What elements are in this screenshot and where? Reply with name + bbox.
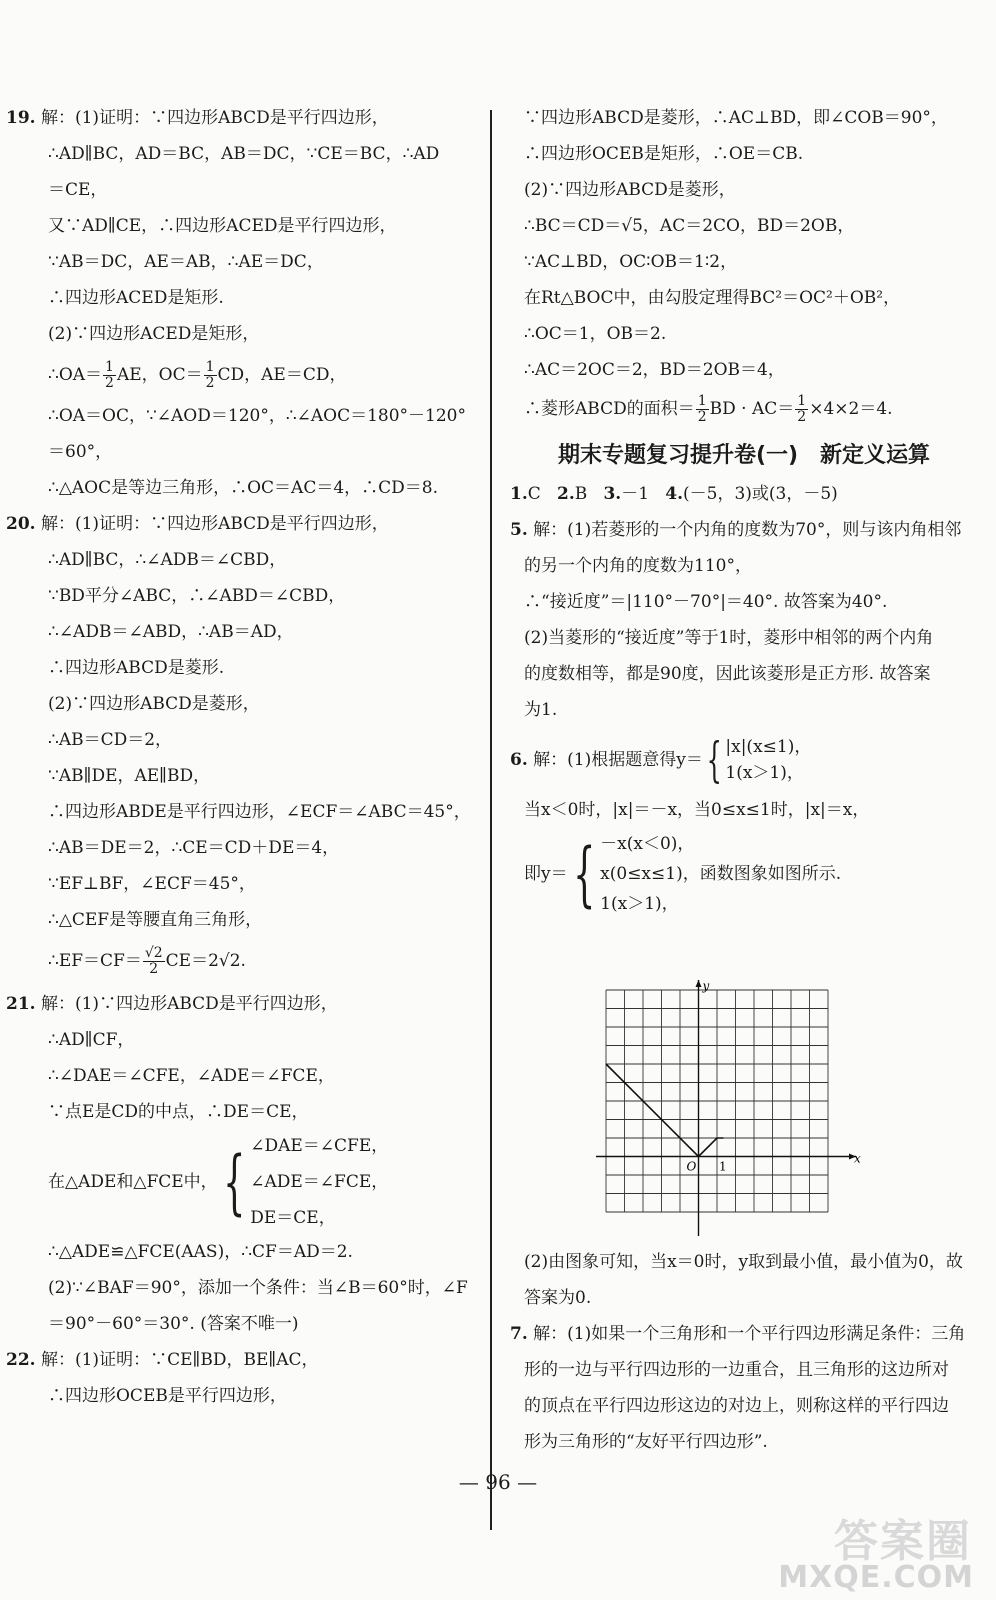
answers-line: 1.C 2.B 3.－1 4.(－5，3)或(3，－5) bbox=[510, 484, 838, 504]
function-curve bbox=[606, 1064, 723, 1157]
right-column bbox=[510, 98, 978, 920]
q19-line-5: ∵AB＝DC，AE＝AB，∴AE＝DC， bbox=[48, 252, 324, 272]
q22-cont-line-6: 在Rt△BOC中，由勾股定理得BC²＝OC²＋OB²， bbox=[524, 288, 901, 308]
y-axis-label: y bbox=[702, 979, 710, 993]
page-number: — 96 — bbox=[458, 1470, 538, 1494]
q5-line-6: 为1. bbox=[524, 700, 558, 720]
q20-line-3: ∵BD平分∠ABC，∴∠ABD＝∠CBD， bbox=[48, 586, 346, 606]
q19-line-2: ∴AD∥BC，AD＝BC，AB＝DC，∵CE＝BC，∴AD bbox=[48, 144, 440, 164]
q21-line-6: ∴△ADE≌△FCE(AAS)，∴CF＝AD＝2. bbox=[48, 1242, 353, 1262]
q22-cont-line-3: (2)∵四边形ABCD是菱形， bbox=[524, 180, 736, 200]
q7-line-2: 形的一边与平行四边形的一边重合，且三角形的这边所对 bbox=[524, 1360, 949, 1380]
q19-line-3: ＝CE， bbox=[48, 180, 108, 200]
q22-cont-line-5: ∵AC⊥BD，OC∶OB＝1∶2， bbox=[524, 252, 738, 272]
origin-label: O bbox=[686, 1159, 697, 1174]
q22-cont-line-1: ∵四边形ABCD是菱形，∴AC⊥BD，即∠COB＝90°， bbox=[524, 108, 948, 128]
fraction-half: $\frac{1}{2}$ bbox=[697, 393, 707, 425]
q6-line-1: 6. 解：(1)根据题意得y＝ { |x|(x≤1)， 1(x＞1)， bbox=[510, 732, 812, 788]
graph-grid bbox=[606, 990, 828, 1212]
left-brace: { bbox=[572, 833, 596, 915]
q22-cont-line-2: ∴四边形OCEB是矩形，∴OE＝CB. bbox=[524, 144, 804, 164]
q7-line-1: 7. 解：(1)如果一个三角形和一个平行四边形满足条件：三角 bbox=[510, 1324, 966, 1344]
case-list: ∠DAE＝∠CFE， ∠ADE＝∠FCE， DE＝CE， bbox=[250, 1136, 389, 1228]
q20-line-10: ∴AB＝DE＝2，∴CE＝CD＋DE＝4， bbox=[48, 838, 340, 858]
function-graph bbox=[594, 978, 874, 1238]
q20-line-1: 20. 解：(1)证明：∵四边形ABCD是平行四边形， bbox=[6, 514, 389, 534]
q6-line-5: 答案为0. bbox=[524, 1288, 592, 1308]
graph-axes bbox=[596, 980, 856, 1236]
q22-cont-line-8: ∴AC＝2OC＝2，BD＝2OB＝4， bbox=[524, 360, 785, 380]
watermark-url: MXQE.COM bbox=[778, 1560, 974, 1595]
q6-piecewise: 即y＝ { －x(x＜0)， x(0≤x≤1)，函数图象如图所示. 1(x＞1)， bbox=[510, 828, 978, 920]
q20-line-6: (2)∵四边形ABCD是菱形， bbox=[48, 694, 260, 714]
fraction-half: $\frac{1}{2}$ bbox=[205, 359, 215, 391]
q19-line-7: (2)∵四边形ACED是矩形， bbox=[48, 324, 260, 344]
q19-line-4: 又∵AD∥CE，∴四边形ACED是平行四边形， bbox=[48, 216, 397, 236]
q20-line-11: ∵EF⊥BF，∠ECF＝45°， bbox=[48, 874, 256, 894]
q7-line-4: 形为三角形的“友好平行四边形”. bbox=[524, 1432, 768, 1452]
q22-cont-line-9: ∴菱形ABCD的面积＝ $\frac{1}{2}$ BD · AC＝ $\frac{1}{2}$ ×4×2＝4. bbox=[524, 393, 893, 425]
q6-line-4: (2)由图象可知，当x＝0时，y取到最小值，最小值为0，故 bbox=[524, 1252, 963, 1272]
q20-line-5: ∴四边形ABCD是菱形. bbox=[48, 658, 225, 678]
q21-line-4: ∵点E是CD的中点，∴DE＝CE， bbox=[48, 1102, 309, 1122]
fraction-half: $\frac{1}{2}$ bbox=[797, 393, 807, 425]
q19-line-11: ∴△AOC是等边三角形，∴OC＝AC＝4，∴CD＝8. bbox=[48, 478, 439, 498]
q20-line-2: ∴AD∥BC，∴∠ADB＝∠CBD， bbox=[48, 550, 287, 570]
left-brace: { bbox=[706, 732, 722, 788]
fraction-sqrt2-over-2: $\frac{√2}{2}$ bbox=[144, 945, 163, 977]
left-brace: { bbox=[222, 1141, 246, 1223]
q21-case-system: 在△ADE和△FCE中， { ∠DAE＝∠CFE， ∠ADE＝∠FCE， DE＝CE， bbox=[6, 1128, 476, 1236]
q21-line-3: ∴∠DAE＝∠CFE，∠ADE＝∠FCE， bbox=[48, 1066, 335, 1086]
left-column bbox=[6, 98, 476, 1406]
watermark-logo-text: 答案圈 bbox=[834, 1516, 972, 1567]
q20-line-7: ∴AB＝CD＝2， bbox=[48, 730, 173, 750]
q6-line-2: 当x＜0时，|x|＝－x，当0≤x≤1时，|x|＝x， bbox=[524, 800, 870, 820]
q5-line-2: 的另一个内角的度数为110°， bbox=[524, 556, 752, 576]
q20-line-13: ∴EF＝CF＝ $\frac{√2}{2}$ CE＝2√2. bbox=[48, 945, 246, 977]
fraction-half: $\frac{1}{2}$ bbox=[105, 359, 114, 391]
q22-line-2: ∴四边形OCEB是平行四边形， bbox=[48, 1386, 287, 1406]
q21-line-8: ＝90°－60°＝30°. (答案不唯一) bbox=[48, 1314, 299, 1334]
q21-line-2: ∴AD∥CF， bbox=[48, 1030, 135, 1050]
y-axis-arrow bbox=[696, 980, 702, 987]
q5-line-4: (2)当菱形的“接近度”等于1时，菱形中相邻的两个内角 bbox=[524, 628, 934, 648]
q21-line-1: 21. 解：(1)∵四边形ABCD是平行四边形， bbox=[6, 994, 338, 1014]
q7-line-3: 的顶点在平行四边形这边的对边上，则称这样的平行四边 bbox=[524, 1396, 949, 1416]
q20-line-9: ∴四边形ABDE是平行四边形，∠ECF＝∠ABC＝45°， bbox=[48, 802, 471, 822]
q20-line-4: ∴∠ADB＝∠ABD，∴AB＝AD， bbox=[48, 622, 294, 642]
right-column-lower bbox=[510, 1252, 978, 1452]
q22-line-1: 22. 解：(1)证明：∵CE∥BD，BE∥AC， bbox=[6, 1350, 319, 1370]
q19-line-10: ＝60°， bbox=[48, 442, 113, 462]
q19-line-9: ∴OA＝OC，∵∠AOD＝120°，∴∠AOC＝180°－120° bbox=[48, 406, 467, 426]
case-list: |x|(x≤1)， 1(x＞1)， bbox=[725, 737, 812, 783]
case-list: －x(x＜0)， x(0≤x≤1)，函数图象如图所示. 1(x＞1)， bbox=[600, 834, 842, 914]
q20-line-8: ∵AB∥DE，AE∥BD， bbox=[48, 766, 211, 786]
q5-line-5: 的度数相等，都是90度，因此该菱形是正方形. 故答案 bbox=[524, 664, 931, 684]
q19-line-6: ∴四边形ACED是矩形. bbox=[48, 288, 224, 308]
q22-cont-line-7: ∴OC＝1，OB＝2. bbox=[524, 324, 667, 344]
q22-cont-line-4: ∴BC＝CD＝√5，AC＝2CO，BD＝2OB， bbox=[524, 216, 855, 236]
q5-line-1: 5. 解：(1)若菱形的一个内角的度数为70°，则与该内角相邻 bbox=[510, 520, 962, 540]
tick-label-1: 1 bbox=[719, 1159, 727, 1174]
q5-line-3: ∴“接近度”＝|110°－70°|＝40°. 故答案为40°. bbox=[524, 592, 888, 612]
q21-line-7: (2)∵∠BAF＝90°，添加一个条件：当∠B＝60°时，∠F bbox=[48, 1278, 468, 1298]
x-axis-label: x bbox=[854, 1151, 861, 1166]
section-heading: 期末专题复习提升卷(一) 新定义运算 bbox=[557, 443, 931, 468]
q19-line-1: 19. 解：(1)证明：∵四边形ABCD是平行四边形， bbox=[6, 108, 389, 128]
q20-line-12: ∴△CEF是等腰直角三角形， bbox=[48, 910, 263, 930]
q19-line-8: ∴OA＝ $\frac{1}{2}$ AE，OC＝ $\frac{1}{2}$ CD，AE＝CD， bbox=[48, 359, 347, 391]
column-divider bbox=[490, 110, 492, 1530]
